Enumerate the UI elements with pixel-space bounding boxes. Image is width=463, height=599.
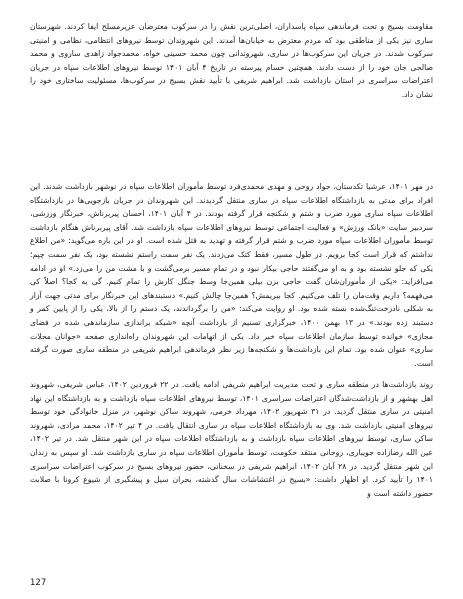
paragraph-3: روند بازداشت‌ها در منطقه ساری و تحت مدیریت ابراهیم شریفی ادامه یافت. در ۲۲ فروردین ۱۴۰۲، عباس شریفی، شهروند اهل بهشهر و از بازداشت‌شدگان اعتراضات سراسری ۱۴۰۱، توسط نیروهای اطلاعات سپاه بازداشت و به بازداشتگاه این نهاد امنیتی در ساری منتقل گردید. در ۳۱ شهریور ۱۴۰۲، مهرداد خرمی، شهروند ساکن نوشهر، در منزل خانوادگی خود توسط نیروهای امنیتی بازداشت شد. وی به بازداشتگاه اطلاعات سپاه در ساری انتقال یافت. در ۴ تیر ۱۴۰۲، محمد مرادی، شهروند ساکن ساری، توسط نیروهای اطلاعات سپاه بازداشت و به بازداشتگاه اطلاعات سپاه در این شهر منتقل شد. در تیر ۱۴۰۲، عین الله رضازاده جویباری، روحانی منتقد حکومت، توسط مأموران اطلاعات سپاه در ساری بازداشت شد. او سپس به زندان این شهر منتقل گردید. در ۲۸ آبان ۱۴۰۲، ابراهیم شریفی در سخنانی، حضور نیروهای بسیج در سرکوب اعتراضات سراسری ۱۴۰۱ را تأیید کرد. او اظهار داشت: «بسیج در اغتشاشات سال گذشته، بحران سیل و پیشگیری از شیوع کرونا با صلابت حضور داشته است و [30,380,434,498]
page-number: 127 [30,578,47,588]
paragraph-1: مقاومت بسیج و تحت فرماندهی سپاه پاسداران، اصلی‌ترین نقش را در سرکوب معترضان عزیرمسلح ایفا کردند. شهرستان ساری نیز یکی از مناطقی بود که مردم معترض به خیابان‌ها آمدند. این شهروندان توسط نیروهای انتظامی، نظامی و امنیتی سرکوب شدند. در جریان این سرکوب‌ها در ساری، شهروندانی چون محمد حسینی خواه، محمدجواد زاهدی ساروی و محمد صالحی جان خود را از دست دادند. همچنین حسام پیرسته در تاریخ ۴ آبان ۱۴۰۱ توسط نیروهای اطلاعات سپاه در جریان اعتراضات سراسری در استان بازداشت شد. ابراهیم شریفی با تأیید نقش بسیج در سرکوب‌ها، مسئولیت ساختاری خود را نشان داد. [30,22,434,99]
paragraph-2: در مهر ۱۴۰۱، عرشیا تکدستان، جواد روحی و مهدی محمدی‌فرد توسط مأموران اطلاعات سپاه در نوشهر بازداشت شدند. این افراد برای مدتی به بازداشتگاه اطلاعات سپاه در ساری منتقل گردیدند. این شهروندان در جریان بازجویی‌ها در بازداشتگاه اطلاعات سپاه ساری مورد ضرب و شتم و شکنجه قرار گرفته بودند. در ۴ آبان ۱۴۰۱، احسان پیربرناش، خبرنگار ورزشی، سردبیر سایت «بانک ورزش» و فعالیت اجتماعی توسط نیروهای اطلاعات سپاه بازداشت شد. آقای پیربرناش هنگام بازداشت توسط مأموران اطلاعات سپاه مورد ضرب و شتم قرار گرفته و تهدید به قتل شده است. او در این باره می‌گوید: «من اطلاع نداشتم که قرار است کجا برویم. در طول مسیر، فقط کتک می‌زدند. یک نفر سمت راستم نشسته بود، یک نفر سمت چپم؛ یکی که جلو نشسته بود و به او می‌گفتند حاجی بیکار نبود و در تمام مسیر برمی‌گشت و با مشت من را می‌زد.» او در ادامه می‌افزاید: «یکی از مأموران‌شان گفت حاجی بزن بیلی همین‌جا وسط جنگل کارش را تمام کنیم. گی یه کجا؟ اصلاً کی می‌فهمه؟ داریم وقت‌مان را تلف می‌کنیم. کجا ببریمش؟ همین‌جا چالش کنیم.» دستبندهای این خبرنگار برای مدتی جهت آزار به شکلی نادرخت‌تنگ‌شده بسته شده بود. او روایت می‌کند: «من را برگرداندند، یک دستم را از بالا، یکی را از پایین کمر و دستبند زده بودند.» در ۱۳ بهمن ۱۴۰۰، خبرگزاری تسنیم از بازداشت آنچه «شبکه براندازی سازماندهی شده در فضای مجازی» خوانده توسط سازمان اطلاعات سپاه خبر داد. یکی از اتهامات این شهروندان راه‌اندازی صفحه «جوانان محلات ساری» عنوان شده بود. تمام این بازداشت‌ها و شکنجه‌ها زیر نظر فرماندهی ابراهیم شریفی در منطقه ساری صورت گرفته است. [30,182,434,368]
